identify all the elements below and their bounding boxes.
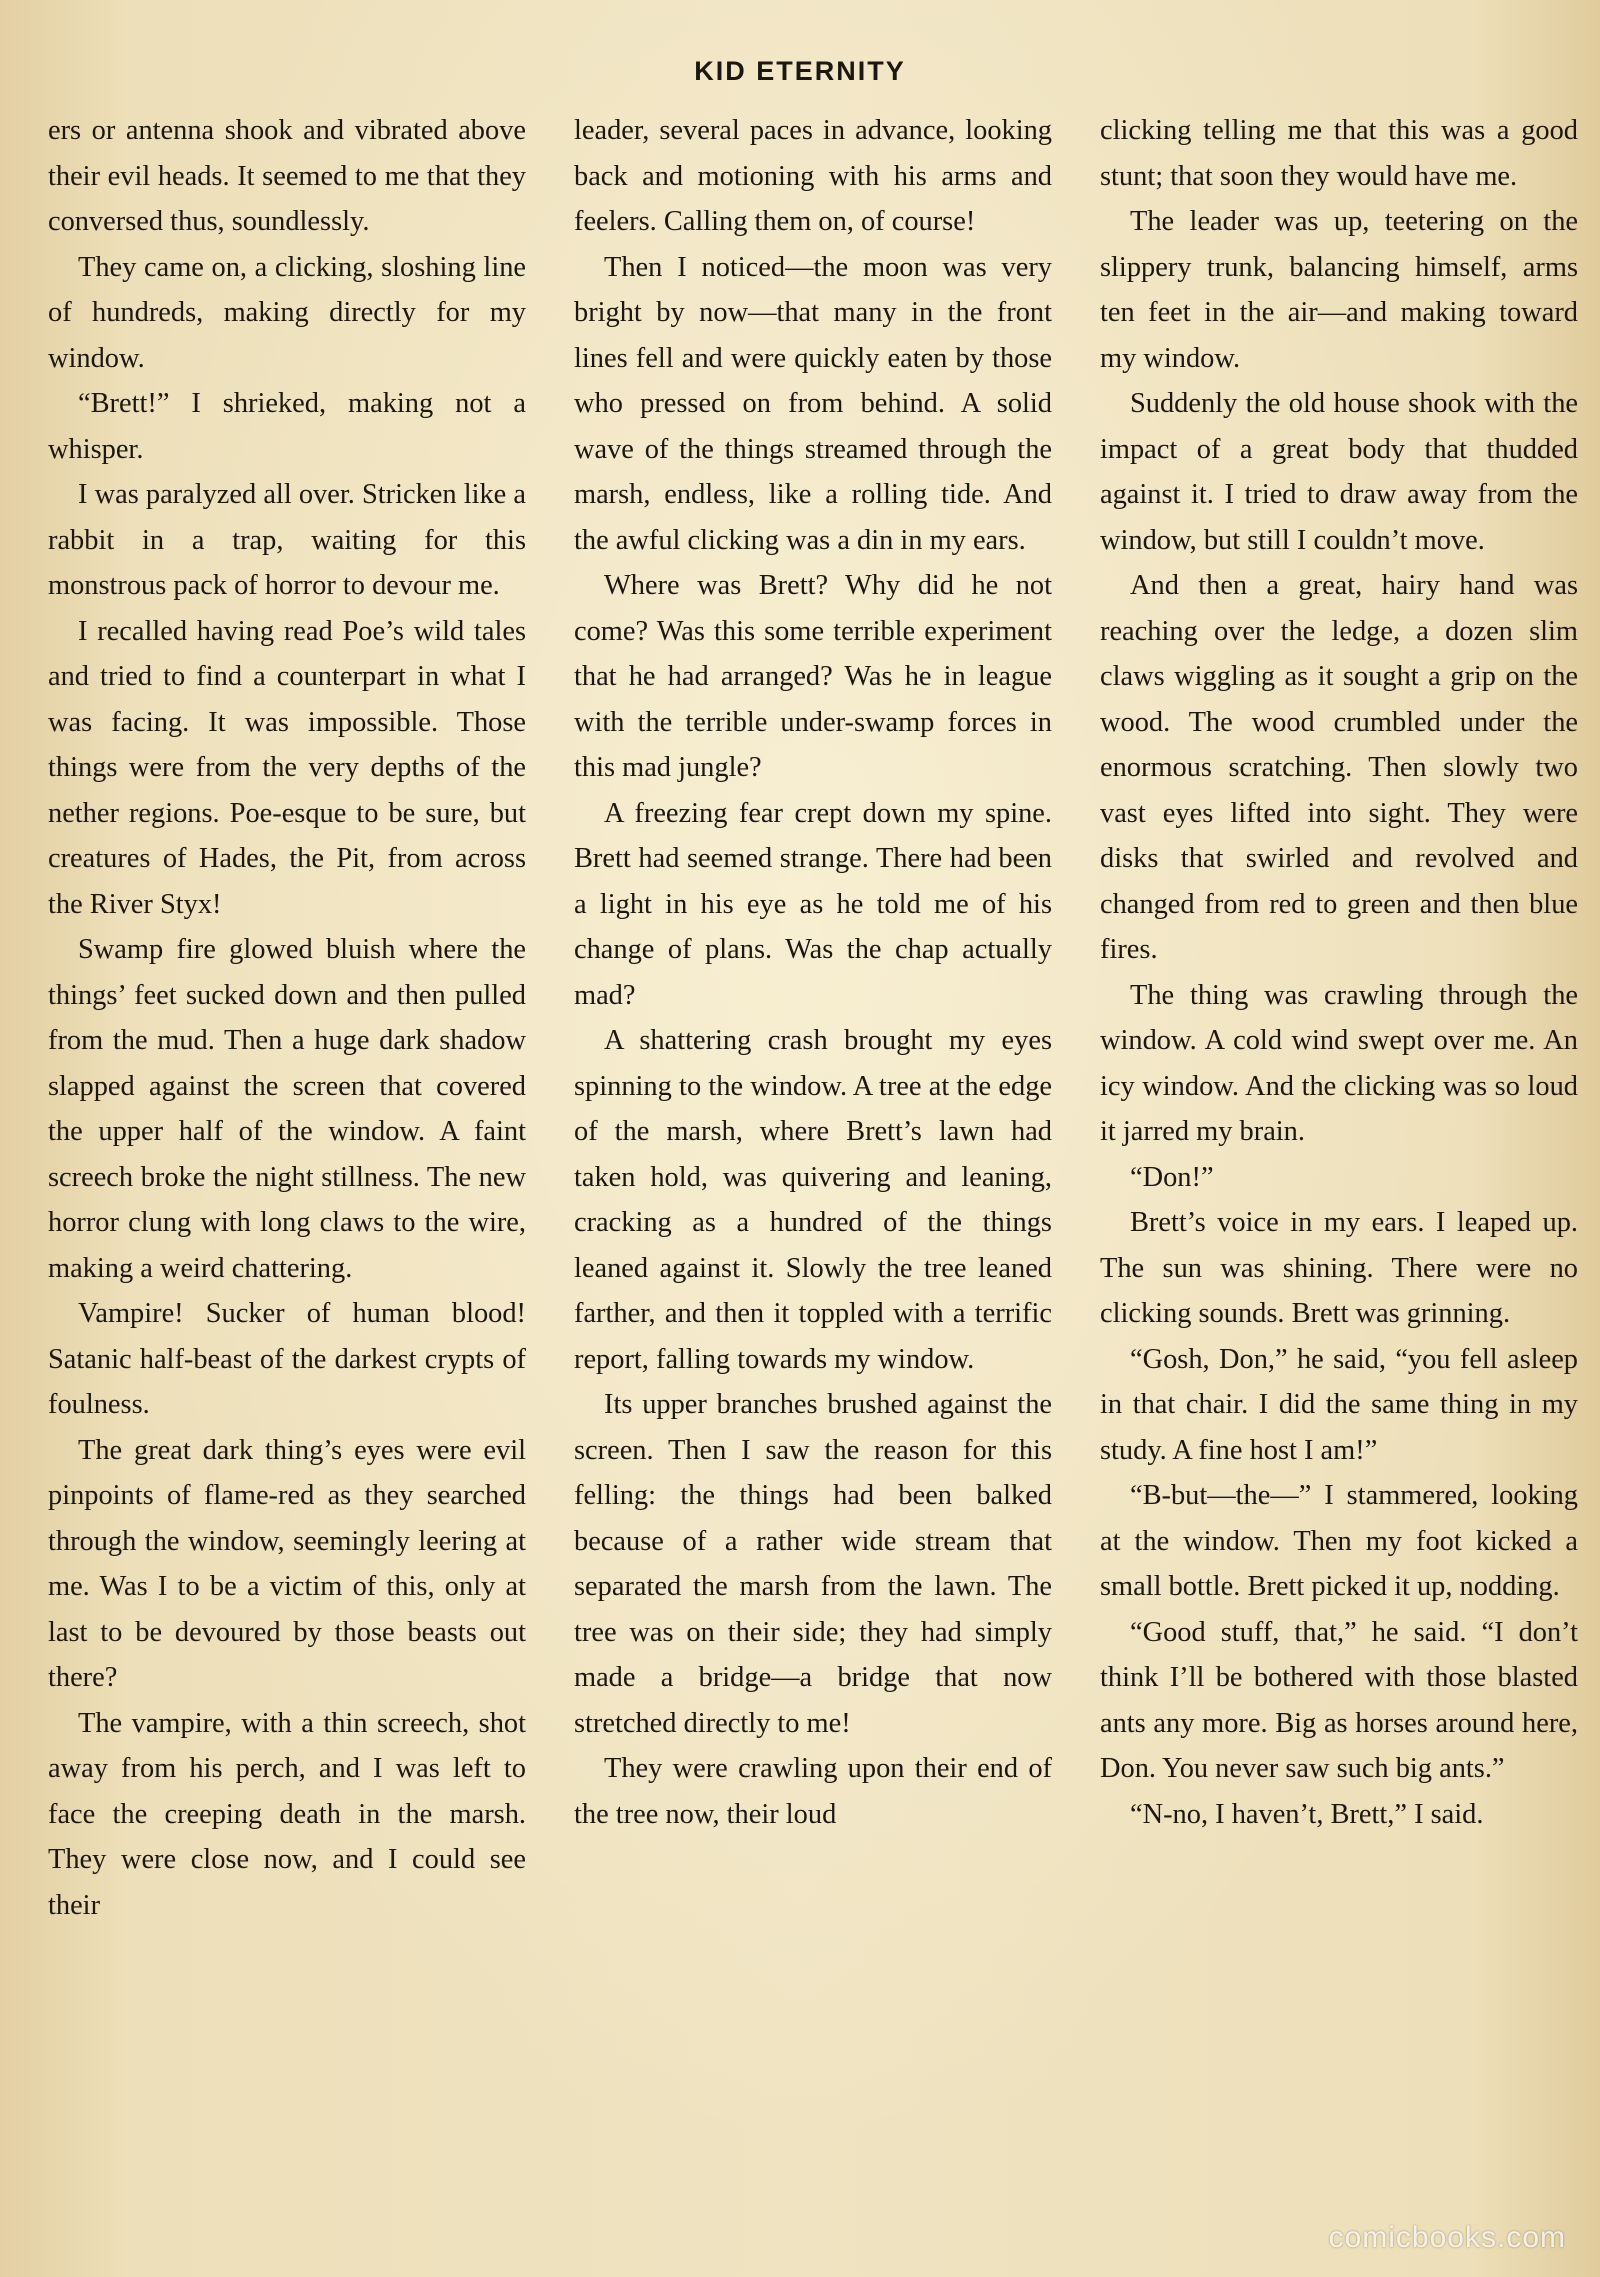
paragraph: And then a great, hairy hand was reaching over the ledge, a dozen slim claws wiggling as it sought a grip on the wood. The wood crumbled under the enormous scratching. Then slowly two vast eyes lifted into sight. They were disks that swirled and revolved and changed from red to green and then blue fires. xyxy=(1100,570,1578,965)
paragraph: “B-but—the—” I stammered, looking at the window. Then my foot kicked a small bottle. Brett picked it up, nodding. xyxy=(1100,1480,1578,1602)
paragraph: I was paralyzed all over. Stricken like a rabbit in a trap, waiting for this monstrous pack of horror to devour me. xyxy=(48,479,526,601)
site-watermark: comicbooks.com xyxy=(1328,2221,1566,2254)
running-head-title: KID ETERNITY xyxy=(694,56,906,86)
paragraph: “Gosh, Don,” he said, “you fell asleep in that chair. I did the same thing in my study. A fine host I am!” xyxy=(1100,1343,1578,1466)
paragraph: The leader was up, teetering on the slippery trunk, balancing himself, arms ten feet in the air—and making toward my window. xyxy=(1100,206,1578,374)
paragraph: clicking telling me that this was a good stunt; that soon they would have me. xyxy=(1100,115,1578,192)
paragraph: Where was Brett? Why did he not come? Was this some terrible experiment that he had arranged? Was he in league with the terrible under-swamp forces in this mad jungle? xyxy=(574,570,1052,783)
paragraph: They were crawling upon their end of the tree now, their loud xyxy=(574,1753,1052,1830)
text-column-1 xyxy=(48,108,526,2168)
text-column-2 xyxy=(574,108,1052,2168)
paragraph: The vampire, with a thin screech, shot away from his perch, and I was left to face the creeping death in the marsh. They were close now, and I could see their xyxy=(48,1707,526,1921)
text-column-3 xyxy=(1100,108,1578,2168)
paragraph: I recalled having read Poe’s wild tales and tried to find a counterpart in what I was facing. It was impossible. Those things were from the very depths of the nether regions. Poe-esque to be sure, but creatures of Hades, the Pit, from across the River Styx! xyxy=(48,615,526,920)
paragraph: The thing was crawling through the window. A cold wind swept over me. An icy window. And the clicking was so loud it jarred my brain. xyxy=(1100,979,1578,1147)
paragraph: A freezing fear crept down my spine. Brett had seemed strange. There had been a light in his eye as he told me of his change of plans. Was the chap actually mad? xyxy=(574,797,1052,1011)
paragraph: They came on, a clicking, sloshing line of hundreds, making directly for my window. xyxy=(48,251,526,374)
text-columns xyxy=(48,108,1578,2168)
paragraph: Suddenly the old house shook with the impact of a great body that thudded against it. I tried to draw away from the window, but still I couldn’t move. xyxy=(1100,388,1578,556)
paragraph: “Good stuff, that,” he said. “I don’t think I’ll be bothered with those blasted ants any more. Big as horses around here, Don. You never saw such big ants.” xyxy=(1100,1616,1578,1784)
paragraph: “Brett!” I shrieked, making not a whisper. xyxy=(48,388,526,465)
paragraph: The great dark thing’s eyes were evil pinpoints of flame-red as they searched through the window, seemingly leering at me. Was I to be a victim of this, only at last to be devoured by those beasts out there? xyxy=(48,1434,526,1693)
paragraph: Brett’s voice in my ears. I leaped up. The sun was shining. There were no clicking sounds. Brett was grinning. xyxy=(1100,1207,1578,1329)
paragraph: Then I noticed—the moon was very bright by now—that many in the front lines fell and were quickly eaten by those who pressed on from behind. A solid wave of the things streamed through the marsh, endless, like a rolling tide. And the awful clicking was a din in my ears. xyxy=(574,251,1052,556)
paragraph: A shattering crash brought my eyes spinning to the window. A tree at the edge of the marsh, where Brett’s lawn had taken hold, was quivering and leaning, cracking as a hundred of the things leaned against it. Slowly the tree leaned farther, and then it toppled with a terrific report, falling towards my window. xyxy=(574,1025,1052,1375)
paragraph: ers or antenna shook and vibrated above their evil heads. It seemed to me that they conversed thus, soundlessly. xyxy=(48,115,526,237)
paragraph: “N-no, I haven’t, Brett,” I said. xyxy=(1130,1798,1484,1830)
paragraph: Swamp fire glowed bluish where the things’ feet sucked down and then pulled from the mud. Then a huge dark shadow slapped against the screen that covered the upper half of the window. A faint screech broke the night stillness. The new horror clung with long claws to the wire, making a weird chattering. xyxy=(48,934,526,1284)
paragraph: Vampire! Sucker of human blood! Satanic half-beast of the darkest crypts of foulness. xyxy=(48,1298,526,1420)
paragraph: leader, several paces in advance, looking back and motioning with his arms and feelers. Calling them on, of course! xyxy=(574,115,1052,237)
paragraph: “Don!” xyxy=(1130,1161,1214,1193)
paragraph: Its upper branches brushed against the screen. Then I saw the reason for this felling: the things had been balked because of a rather wide stream that separated the marsh from the lawn. The tree was on their side; they had simply made a bridge—a bridge that now stretched directly to me! xyxy=(574,1389,1052,1739)
